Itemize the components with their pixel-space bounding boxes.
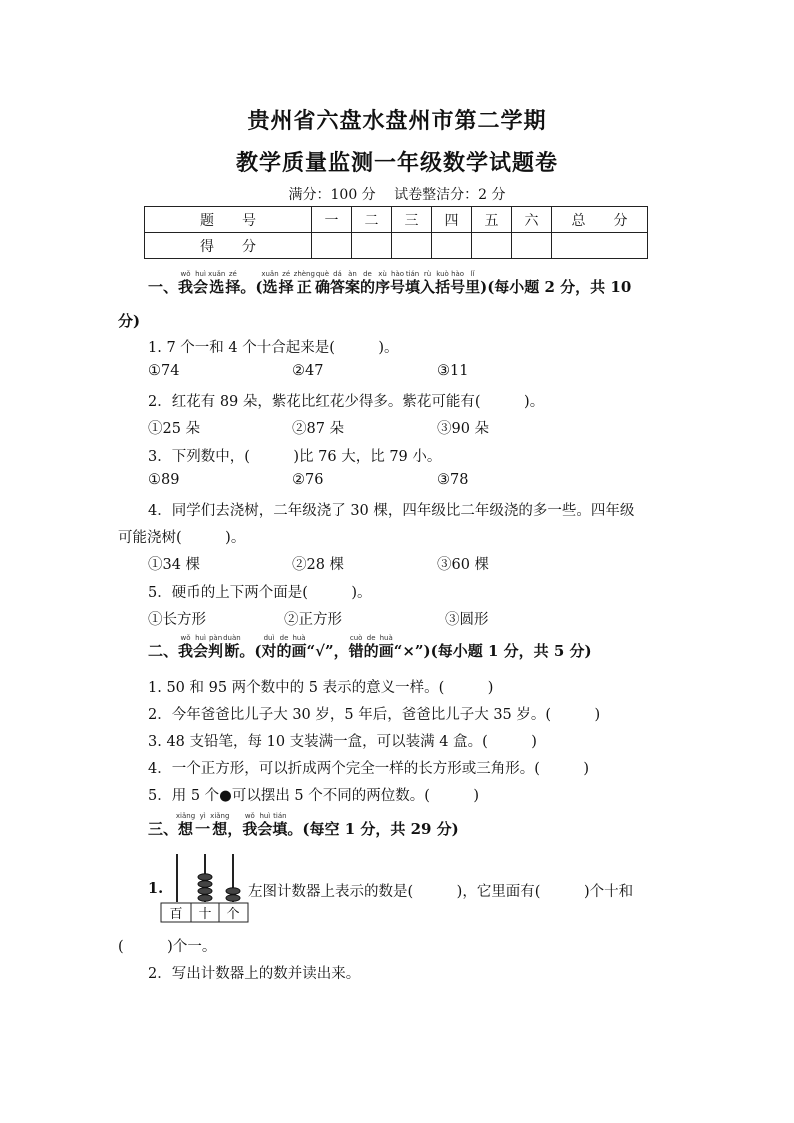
section2-heading <box>148 634 592 661</box>
abacus-bead <box>198 895 212 902</box>
heading-punct: ， <box>227 820 243 838</box>
pinyin-char: 号hào <box>390 270 406 296</box>
section1-prefix: 一、 <box>148 278 179 296</box>
section3-heading <box>148 812 459 839</box>
pinyin-char: 的de <box>276 634 292 660</box>
heading-punct: 。( <box>240 278 263 296</box>
judgment-5: 5．用 5 个●可以摆出 5 个不同的两位数。( ) <box>148 788 480 804</box>
option: ②76 <box>292 472 324 488</box>
pinyin-char: 入rù <box>420 270 436 296</box>
exam-title-line1: 贵州省六盘水盘州市第二学期 <box>247 108 547 134</box>
pinyin-char: 一yì <box>195 812 211 838</box>
section3-title <box>175 812 288 838</box>
question-1-5: 5．硬币的上下两个面是( )。 <box>148 585 372 601</box>
pinyin-char: 画huà <box>291 634 307 660</box>
pinyin-char: 括kuò <box>435 270 451 296</box>
table-cell: 二 <box>352 207 392 233</box>
abacus-label-tens: 十 <box>198 907 212 922</box>
option: ①25 朵 <box>148 421 201 437</box>
section1-suffix-wrap: 分) <box>118 312 141 330</box>
question-3-1-number: 1. <box>148 880 164 897</box>
pinyin-char: 择zé <box>278 270 294 296</box>
question-1-4: 4．同学们去浇树，二年级浇了 30 棵，四年级比二年级浇的多一些。四年级 <box>148 503 635 519</box>
score-input-cell[interactable] <box>552 233 648 259</box>
option: ①长方形 <box>148 612 206 628</box>
option: ③圆形 <box>445 612 489 628</box>
section2-prefix: 二、 <box>148 642 179 660</box>
abacus-bead <box>198 881 212 888</box>
pinyin-char: 画huà <box>378 634 394 660</box>
option: ③11 <box>437 363 469 379</box>
question-1-1: 1. 7 个一和 4 个十合起来是( )。 <box>148 340 399 356</box>
option: ①89 <box>148 472 180 488</box>
table-cell: 四 <box>432 207 472 233</box>
score-table <box>144 206 648 259</box>
question-3-1: 左图计数器上表示的数是( )，它里面有( )个十和 <box>248 884 634 900</box>
judgment-3: 3. 48 支铅笔，每 10 支装满一盒，可以装满 4 盒。( ) <box>148 734 537 750</box>
pinyin-char: 号hào <box>450 270 466 296</box>
table-cell: 总 分 <box>552 207 648 233</box>
question-1-3: 3．下列数中，( )比 76 大，比 79 小。 <box>148 449 442 465</box>
pinyin-char: 答dá <box>329 270 345 296</box>
abacus-bead <box>226 888 240 895</box>
score-input-cell[interactable] <box>472 233 512 259</box>
table-cell: 一 <box>312 207 352 233</box>
score-input-cell[interactable] <box>352 233 392 259</box>
pinyin-char: 选xuǎn <box>208 270 226 296</box>
option: ①34 棵 <box>148 557 201 573</box>
judgment-1: 1. 50 和 95 两个数中的 5 表示的意义一样。( ) <box>148 680 494 696</box>
score-table-score-row <box>145 233 648 259</box>
judgment-2: 2．今年爸爸比儿子大 30 岁，5 年后，爸爸比儿子大 35 岁。( ) <box>148 707 601 723</box>
option: ③78 <box>437 472 469 488</box>
abacus-counter <box>160 852 250 924</box>
pinyin-char: 序xù <box>375 270 391 296</box>
abacus-label-hundreds: 百 <box>169 907 183 922</box>
pinyin-char: 想xiǎng <box>175 812 196 838</box>
exam-title-line2: 教学质量监测一年级数学试题卷 <box>235 150 558 176</box>
pinyin-char: 对duì <box>261 634 277 660</box>
section2-title <box>178 634 394 660</box>
pinyin-char: 判pàn <box>208 634 224 660</box>
pinyin-char: 里lǐ <box>465 270 481 296</box>
question-1-2: 2．红花有 89 朵，紫花比红花少得多。紫花可能有( )。 <box>148 394 545 410</box>
score-input-cell[interactable] <box>432 233 472 259</box>
question-3-1-cont: ( )个一。 <box>118 939 217 955</box>
judgment-4: 4．一个正方形，可以折成两个完全一样的长方形或三角形。( ) <box>148 761 590 777</box>
section3-prefix: 三、 <box>148 820 179 838</box>
pinyin-char: 的de <box>359 270 375 296</box>
abacus-bead <box>198 874 212 881</box>
table-cell: 五 <box>472 207 512 233</box>
heading-punct: “√”， <box>306 642 349 660</box>
score-input-cell[interactable] <box>392 233 432 259</box>
pinyin-char: 断duàn <box>223 634 241 660</box>
pinyin-char: 会huì <box>257 812 273 838</box>
score-input-cell[interactable] <box>312 233 352 259</box>
pinyin-char: 择zé <box>225 270 241 296</box>
option: ②47 <box>292 363 324 379</box>
pinyin-char: 填tián <box>272 812 288 838</box>
pinyin-char: 会huì <box>193 634 209 660</box>
abacus-drawing <box>160 852 250 924</box>
pinyin-char: 确què <box>314 270 330 296</box>
pinyin-char: 错cuò <box>348 634 364 660</box>
pinyin-char: 正zhèng <box>293 270 315 296</box>
abacus-bead <box>198 888 212 895</box>
option: ①74 <box>148 363 180 379</box>
heading-punct: 。( <box>239 642 262 660</box>
option: ③60 棵 <box>437 557 490 573</box>
option: ②87 朵 <box>292 421 345 437</box>
pinyin-char: 选xuǎn <box>261 270 279 296</box>
pinyin-char: 会huì <box>193 270 209 296</box>
table-cell: 题 号 <box>145 207 312 233</box>
option: ②28 棵 <box>292 557 345 573</box>
pinyin-char: 我wǒ <box>178 270 194 296</box>
section3-suffix: 。(每空 1 分，共 29 分) <box>287 820 459 838</box>
section1-suffix: )(每小题 2 分，共 10 <box>480 278 632 296</box>
pinyin-char: 填tián <box>405 270 421 296</box>
score-table-header-row <box>145 207 648 233</box>
pinyin-char: 的de <box>363 634 379 660</box>
table-cell: 三 <box>392 207 432 233</box>
pinyin-char: 案àn <box>344 270 360 296</box>
question-3-2: 2．写出计数器上的数并读出来。 <box>148 966 361 982</box>
table-cell: 六 <box>512 207 552 233</box>
abacus-label-ones: 个 <box>226 907 240 922</box>
section1-heading <box>148 270 631 297</box>
table-cell: 得 分 <box>145 233 312 259</box>
section2-suffix: “×”)(每小题 1 分，共 5 分) <box>393 642 592 660</box>
pinyin-char: 我wǒ <box>178 634 194 660</box>
score-input-cell[interactable] <box>512 233 552 259</box>
question-1-4-cont: 可能浇树( )。 <box>118 530 246 546</box>
pinyin-char: 我wǒ <box>242 812 258 838</box>
abacus-bead <box>226 895 240 902</box>
pinyin-char: 想xiǎng <box>210 812 230 838</box>
section1-title <box>178 270 481 296</box>
score-info: 满分：100 分 试卷整洁分：2 分 <box>288 187 506 203</box>
option: ②正方形 <box>284 612 342 628</box>
option: ③90 朵 <box>437 421 490 437</box>
